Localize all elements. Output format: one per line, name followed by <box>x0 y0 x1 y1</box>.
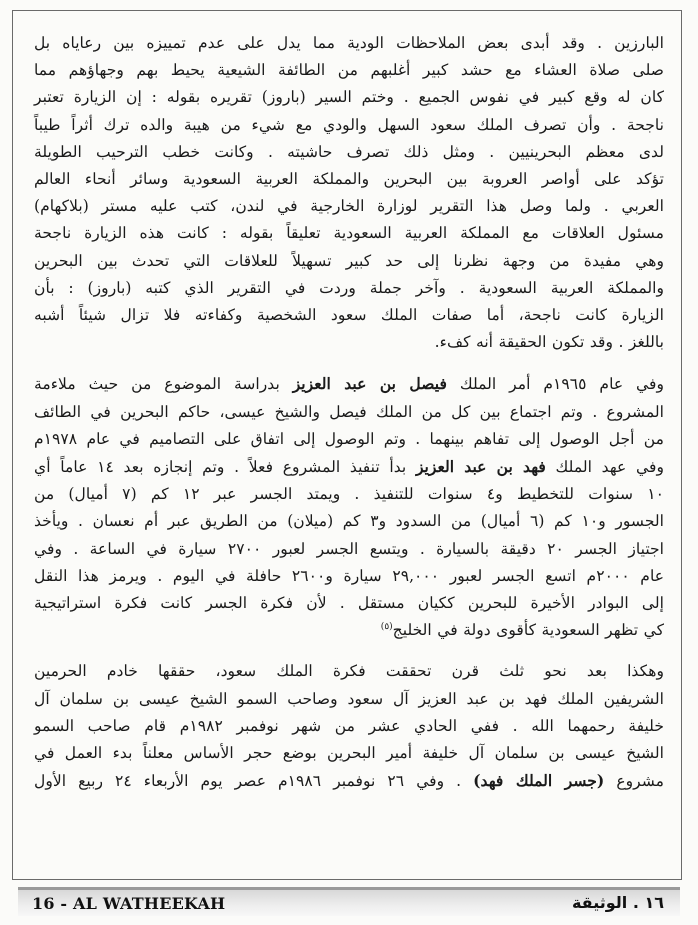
text-segment: وفي عام ١٩٦٥م أمر الملك <box>446 375 665 394</box>
text-segment: مشروع <box>604 772 665 791</box>
page-number-arabic: ١٦ . الوثيقة <box>571 893 664 912</box>
text-line: عام ٢٠٠٠م اتسع الجسر لعبور ٢٩,٠٠٠ سيارة و٢٦٠٠ حافلة في اليوم . ويرمز هذا النقل <box>34 566 664 585</box>
bold-phrase: (جسر الملك فهد) <box>473 771 605 791</box>
text-line: صلى صلاة العشاء مع حشد كبير أغلبهم من الطائفة الشيعية يحيط بهم وجهاؤهم مما <box>34 61 664 80</box>
text-line: كان له وقع كبير في نفوس الجميع . وختم السير (باروز) تقريره بقوله : إن الزيارة تعتبر <box>34 88 664 107</box>
text-line: الشيخ عيسى بن سلمان آل خليفة أمير البحرين بوضع حجر الأساس معلناً بدء العمل في <box>34 744 664 763</box>
text-line: العربي . ولما وصل هذا التقرير لوزارة الخارجية في لندن، كتب عليه مستر (بلاكهام) <box>34 197 664 216</box>
paragraph-1 <box>34 30 664 356</box>
text-line: خليفة رحمهما الله . ففي الحادي عشر من شهر نوفمبر ١٩٨٢م قام صاحب السمو <box>34 716 664 735</box>
text-line: مسئول العلاقات مع المملكة العربية السعودية تعليقاً بقوله : كانت هذه الزيارة ناجحة <box>34 224 664 243</box>
article-body <box>34 30 664 795</box>
text-line <box>34 453 664 481</box>
page-number-latin: 16 - AL WATHEEKAH <box>32 894 226 913</box>
bold-phrase: فهد بن عبد العزيز <box>415 457 546 477</box>
text-segment: . وفي ٢٦ نوفمبر ١٩٨٦م عصر يوم الأربعاء ٢٤ ربيع الأول <box>34 772 474 791</box>
paragraph-2 <box>34 370 664 644</box>
text-line: باللغز . وقد تكون الحقيقة أنه كفء. <box>434 333 664 352</box>
text-line: الزيارة كانت ناجحة، أما صفات الملك سعود الشخصية وكفاءته فلا تزال شيئاً أشبه <box>34 306 664 325</box>
text-line: تؤكد على أواصر العروبة بين البحرين والمملكة العربية السعودية وسائر أنحاء العالم <box>34 170 664 189</box>
text-line: البارزين . وقد أبدى بعض الملاحظات الودية مما يدل على عدم تمييزه بين رعاياه بل <box>34 34 664 52</box>
text-line: من أجل الوصول إلى تفاهم بينهما . وتم الوصول إلى اتفاق على التصاميم في عام ١٩٧٨م <box>34 429 664 448</box>
text-line: كي تظهر السعودية كأقوى دولة في الخليج <box>392 621 664 640</box>
bold-phrase: فيصل بن عبد العزيز <box>292 374 447 394</box>
footnote-marker[interactable]: (٥) <box>380 622 393 633</box>
text-segment: وفي عهد الملك <box>545 458 664 477</box>
text-line: ناجحة . وأن تصرف الملك سعود السهل والودي مع شيء من هيبة والده ترك أثراً طيباً <box>34 115 664 134</box>
text-line: وهكذا بعد نحو ثلث قرن تحققت فكرة الملك سعود، حققها خادم الحرمين <box>34 662 664 681</box>
text-line: الشريفين الملك فهد بن عبد العزيز آل سعود وصاحب السمو الشيخ عيسى بن سلمان آل <box>34 689 664 708</box>
text-segment: بدأ تنفيذ المشروع فعلاً . وتم إنجازه بعد ١٤ عاماً أي <box>34 458 416 477</box>
text-line: ١٠ سنوات للتخطيط و٤ سنوات للتنفيذ . ويمتد الجسر عبر ١٢ كم (٧ أميال) من <box>34 485 664 504</box>
text-line: الجسور و١٠ كم (٦ أميال) من السدود و٣ كم (ميلان) من الطريق عبر أم نعسان . ويأخذ <box>34 512 664 531</box>
text-segment: بدراسة الموضوع من حيث ملاءمة <box>34 375 293 394</box>
text-line: لدى معظم البحرينيين . ومثل ذلك تصرف حاشيته . وكانت خطب الترحيب الطويلة <box>34 142 664 161</box>
text-line <box>34 370 664 398</box>
text-line: إلى البوادر الأخيرة للبحرين ككيان مستقل . لأن فكرة الجسر كانت فكرة استراتيجية <box>34 594 664 613</box>
paragraph-3 <box>34 658 664 795</box>
page-footer <box>18 887 680 916</box>
text-line: اجتياز الجسر ٢٠ دقيقة بالسيارة . ويتسع الجسر لعبور ٢٧٠٠ سيارة في الساعة . وفي <box>34 539 664 558</box>
text-line <box>34 767 664 795</box>
text-line: والمملكة العربية السعودية . وآخر جملة وردت في التقرير الذي كتبه (باروز) : بأن <box>34 278 664 297</box>
text-line: وهي مفيدة من وجهة نظرنا إلى حد كبير تسهيلاً للعلاقات التي تحدث بين البحرين <box>34 251 664 270</box>
text-line: المشروع . وتم اجتماع بين كل من الملك فيصل والشيخ عيسى، حاكم البحرين في الطائف <box>34 402 664 421</box>
text-line-with-footnote <box>34 617 664 644</box>
